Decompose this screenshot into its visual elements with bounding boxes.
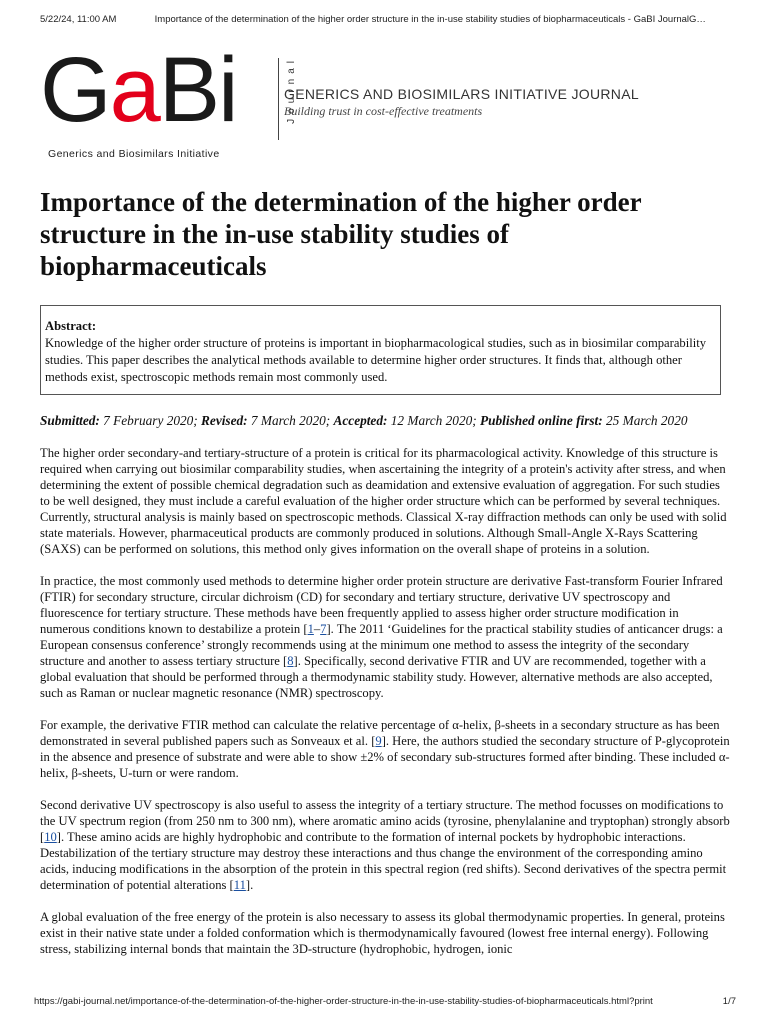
logo-letter-b: B [158, 39, 219, 141]
accepted-label: Accepted: [333, 413, 388, 428]
revised-label: Revised: [201, 413, 248, 428]
ref-link-11[interactable]: 11 [233, 878, 246, 892]
logo-journal-text: Journal [286, 56, 297, 124]
submitted-date: 7 February 2020; [103, 413, 198, 428]
paragraph-5: A global evaluation of the free energy of the protein is also necessary to assess its global thermodynamic properties. In general, proteins exist in their native state under a folded conformation which is thermodynamically favoured (lowest free internal energy). Following stress, stabilizing internal bonds that maintain the 3D-structure (hydrophobic, hydrogen, ionic [40, 910, 725, 956]
ref-link-7[interactable]: 7 [320, 622, 327, 636]
revised-date: 7 March 2020; [250, 413, 331, 428]
logo-letter-i: i [218, 39, 237, 141]
paragraph-3 [40, 717, 730, 781]
journal-name: GENERICS AND BIOSIMILARS INITIATIVE JOURNAL [284, 86, 639, 102]
logo-letter-a: a [109, 39, 159, 141]
print-header [40, 14, 748, 25]
logo-letter-g: G [40, 39, 110, 141]
paragraph-4-text-b: ]. These amino acids are highly hydrophobic and contribute to the formation of internal pockets by hydrophobic interactions. Destabilization of the tertiary structure may destroy these interactions and thus change the environment of the corresponding amino acids, inducing modifications in the absorption of the protein in this spectral region (red shifts). Second derivatives of the spectra permit determination of potential alterations [ [40, 830, 727, 892]
paragraph-2-text-c: ]. Specifically, second derivative FTIR and UV are recommended, together with a global evaluation that should be performed through a thermodynamic stability study. However, alternative methods are also accepted, such as Raman or nuclear magnetic resonance (NMR) spectroscopy. [40, 654, 713, 700]
logo-tagline: Generics and Biosimilars Initiative [48, 148, 220, 160]
paragraph-2-text-a: In practice, the most commonly used methods to determine higher order protein structure are derivative Fast-transform Fourier Infrared (FTIR) for secondary structure, circular dichroism (CD) for secondary and tertiary structure, derivative UV spectroscopy and fluorescence for tertiary structure. These methods have been frequently applied to assess higher order structure modification in numerous conditions known to destabilize a protein [ [40, 574, 723, 636]
print-page-number: 1/7 [722, 996, 736, 1007]
abstract-text: Knowledge of the higher order structure of proteins is important in biopharmacological studies, such as in biosimilar comparability studies. This paper describes the analytical methods available to determine higher order structures. It finds that, although other methods exist, spectroscopic methods remain most commonly used. [45, 336, 707, 384]
logo-wordmark [40, 39, 237, 141]
paragraph-1: The higher order secondary-and tertiary-structure of a protein is critical for its pharmacological activity. Knowledge of this structure is required when carrying out biosimilar comparability studies, when ascertaining the integrity of a protein's activity after stress, and when determining the extent of possible chemical degradation such as deamidation and extensive evaluation of aggregation. For such studies to be well designed, they must include a careful evaluation of the higher order structure which can be performed by several techniques. Currently, structural analysis is mainly based on spectroscopic methods. Classical X-ray diffraction methods can only be used with solid state materials. However, pharmaceutical products are commonly produced in solutions. Although Small-Angle X-Rays Scattering (SAXS) can be performed on solutions, this method only gives information on the overall shape of proteins in a solution. [40, 446, 727, 556]
print-url: https://gabi-journal.net/importance-of-the-determination-of-the-higher-order-structure-in-the-in-use-stability-studies-of-biopharmaceuticals.html?print [34, 996, 653, 1007]
abstract-label: Abstract: [45, 319, 97, 333]
ref-link-9[interactable]: 9 [375, 734, 382, 748]
journal-tagline: Building trust in cost-effective treatments [284, 104, 483, 118]
paragraph-2 [40, 573, 730, 701]
print-footer [34, 996, 736, 1007]
article-title: Importance of the determination of the higher order structure in the in-use stability studies of biopharmaceuticals [40, 187, 642, 281]
paragraph-3-text-b: ]. Here, the authors studied the secondary structure of P-glycoprotein in the absence and presence of substrate and were able to show ±2% of secondary sub-structures formed after binding. These included α-helix, β-sheets, U-turn or were random. [40, 734, 730, 780]
paragraph-2-text-b: ]. The 2011 ‘Guidelines for the practical stability studies of anticancer drugs: a European consensus conference’ strongly recommends using at the minimum one method to assess the integrity of the secondary structure and another to assess tertiary structure [ [40, 622, 723, 668]
paragraph-4-text-c: ]. [245, 878, 254, 892]
ref-link-10[interactable]: 10 [44, 830, 57, 844]
submitted-label: Submitted: [40, 413, 100, 428]
ref-dash: – [313, 622, 321, 636]
logo-divider [278, 58, 279, 140]
article-dates [40, 413, 740, 429]
paragraph-4 [40, 797, 730, 893]
abstract-box [40, 305, 721, 395]
ref-link-1[interactable]: 1 [307, 622, 314, 636]
published-label: Published online first: [480, 413, 603, 428]
accepted-date: 12 March 2020; [390, 413, 477, 428]
print-date: 5/22/24, 11:00 AM [40, 14, 117, 25]
print-page-title: Importance of the determination of the higher order structure in the in-use stability studies of biopharmaceuticals - GaBI JournalG… [154, 14, 706, 25]
paragraph-4-text-a: Second derivative UV spectroscopy is also useful to assess the integrity of a tertiary structure. The method focusses on modifications to the UV spectrum region (from 250 nm to 300 nm), where aromatic amino acids (tyrosine, phenylalanine and tryptophan) strongly absorb [ [40, 798, 730, 844]
ref-link-8[interactable]: 8 [287, 654, 294, 668]
published-date: 25 March 2020 [606, 413, 688, 428]
article-body [40, 445, 730, 973]
gabi-logo [40, 39, 297, 162]
paragraph-3-text-a: For example, the derivative FTIR method can calculate the relative percentage of α-helix, β-sheets in a secondary structure as has been demonstrated in several published papers such as Sonveaux et al. [ [40, 718, 720, 748]
